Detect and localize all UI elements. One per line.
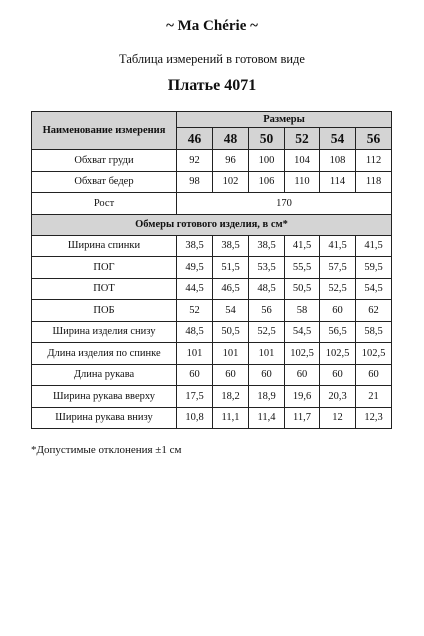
measurement-value: 54,5: [285, 321, 320, 343]
product-title: Платье 4071: [167, 77, 257, 94]
measurement-value: 54: [213, 300, 249, 322]
size-header-cell: 48: [213, 128, 249, 150]
measurement-value: 58: [285, 300, 320, 322]
measurement-value: 60: [177, 364, 213, 386]
size-header-cell: 56: [356, 128, 392, 150]
measurement-value: 60: [320, 364, 356, 386]
measurement-value: 102,5: [356, 343, 392, 365]
measurement-name: Обхват бедер: [32, 171, 177, 193]
measurement-name: Длина изделия по спинке: [32, 343, 177, 365]
measurement-value: 53,5: [249, 257, 285, 279]
measurement-value: 52,5: [249, 321, 285, 343]
table-row: [32, 235, 392, 257]
table-row: [32, 300, 392, 322]
measurement-value: 49,5: [177, 257, 213, 279]
measurement-value: 59,5: [356, 257, 392, 279]
measurement-name: Ширина спинки: [32, 235, 177, 257]
size-header-cell: 50: [249, 128, 285, 150]
measurement-value: 55,5: [285, 257, 320, 279]
measurement-value: 50,5: [285, 278, 320, 300]
measurement-value: 41,5: [320, 235, 356, 257]
measurement-value: 92: [177, 150, 213, 172]
measurement-value: 52,5: [320, 278, 356, 300]
measurement-name: ПОГ: [32, 257, 177, 279]
section-title: Обмеры готового изделия, в см*: [32, 214, 392, 235]
measurement-value: 48,5: [177, 321, 213, 343]
section-row: [32, 214, 392, 235]
measurement-value: 44,5: [177, 278, 213, 300]
measurement-value: 52: [177, 300, 213, 322]
measurement-value: 104: [285, 150, 320, 172]
measurement-value: 112: [356, 150, 392, 172]
measurement-value: 56: [249, 300, 285, 322]
measurement-value: 41,5: [285, 235, 320, 257]
table-row: [32, 193, 392, 215]
measurement-value: 170: [177, 193, 392, 215]
measurement-value: 46,5: [213, 278, 249, 300]
measurement-value: 54,5: [356, 278, 392, 300]
measurement-value: 106: [249, 171, 285, 193]
measurements-table: [31, 111, 392, 429]
measurement-value: 58,5: [356, 321, 392, 343]
table-row: [32, 150, 392, 172]
measurement-value: 10,8: [177, 407, 213, 429]
measurement-name: Ширина рукава вверху: [32, 386, 177, 408]
measurement-name: Ширина рукава внизу: [32, 407, 177, 429]
measurement-value: 51,5: [213, 257, 249, 279]
measurement-name: Обхват груди: [32, 150, 177, 172]
measurement-value: 56,5: [320, 321, 356, 343]
measurement-value: 102: [213, 171, 249, 193]
measurement-value: 62: [356, 300, 392, 322]
measurement-value: 48,5: [249, 278, 285, 300]
measurement-value: 96: [213, 150, 249, 172]
measurement-value: 108: [320, 150, 356, 172]
measurement-value: 101: [177, 343, 213, 365]
measurement-value: 57,5: [320, 257, 356, 279]
measurement-value: 110: [285, 171, 320, 193]
table-row: [32, 171, 392, 193]
measurement-value: 11,4: [249, 407, 285, 429]
measurement-value: 60: [213, 364, 249, 386]
measurement-name: ПОТ: [32, 278, 177, 300]
table-row: [32, 257, 392, 279]
measurement-name: ПОБ: [32, 300, 177, 322]
measurement-value: 19,6: [285, 386, 320, 408]
measurement-value: 60: [285, 364, 320, 386]
measurement-value: 38,5: [249, 235, 285, 257]
measurement-value: 18,9: [249, 386, 285, 408]
measurement-value: 12,3: [356, 407, 392, 429]
measurement-value: 17,5: [177, 386, 213, 408]
brand-title: ~ Ma Chérie ~: [166, 18, 258, 34]
measurement-value: 21: [356, 386, 392, 408]
measurement-value: 38,5: [177, 235, 213, 257]
size-header-cell: 46: [177, 128, 213, 150]
measurement-value: 102,5: [285, 343, 320, 365]
measurement-value: 20,3: [320, 386, 356, 408]
measurement-value: 38,5: [213, 235, 249, 257]
measurement-value: 12: [320, 407, 356, 429]
table-row: [32, 364, 392, 386]
table-row: [32, 278, 392, 300]
measurement-value: 100: [249, 150, 285, 172]
measurement-value: 60: [320, 300, 356, 322]
measurement-value: 11,1: [213, 407, 249, 429]
table-row: [32, 407, 392, 429]
measurement-value: 101: [249, 343, 285, 365]
measurement-value: 50,5: [213, 321, 249, 343]
measurement-value: 114: [320, 171, 356, 193]
measurement-value: 41,5: [356, 235, 392, 257]
measurement-name: Рост: [32, 193, 177, 215]
table-row: [32, 343, 392, 365]
sizes-header: Размеры: [177, 112, 392, 128]
measurement-value: 102,5: [320, 343, 356, 365]
measurement-name: Длина рукава: [32, 364, 177, 386]
size-header-cell: 54: [320, 128, 356, 150]
table-row: [32, 386, 392, 408]
size-header-cell: 52: [285, 128, 320, 150]
measurement-value: 11,7: [285, 407, 320, 429]
measurement-value: 60: [249, 364, 285, 386]
measurement-value: 18,2: [213, 386, 249, 408]
name-column-header: Наименование измерения: [32, 112, 177, 150]
measurement-value: 101: [213, 343, 249, 365]
measurement-value: 118: [356, 171, 392, 193]
measurement-value: 60: [356, 364, 392, 386]
footnote: *Допустимые отклонения ±1 см: [31, 444, 182, 456]
measurement-name: Ширина изделия снизу: [32, 321, 177, 343]
table-row: [32, 321, 392, 343]
document-subtitle: Таблица измерений в готовом виде: [119, 52, 305, 66]
measurement-value: 98: [177, 171, 213, 193]
